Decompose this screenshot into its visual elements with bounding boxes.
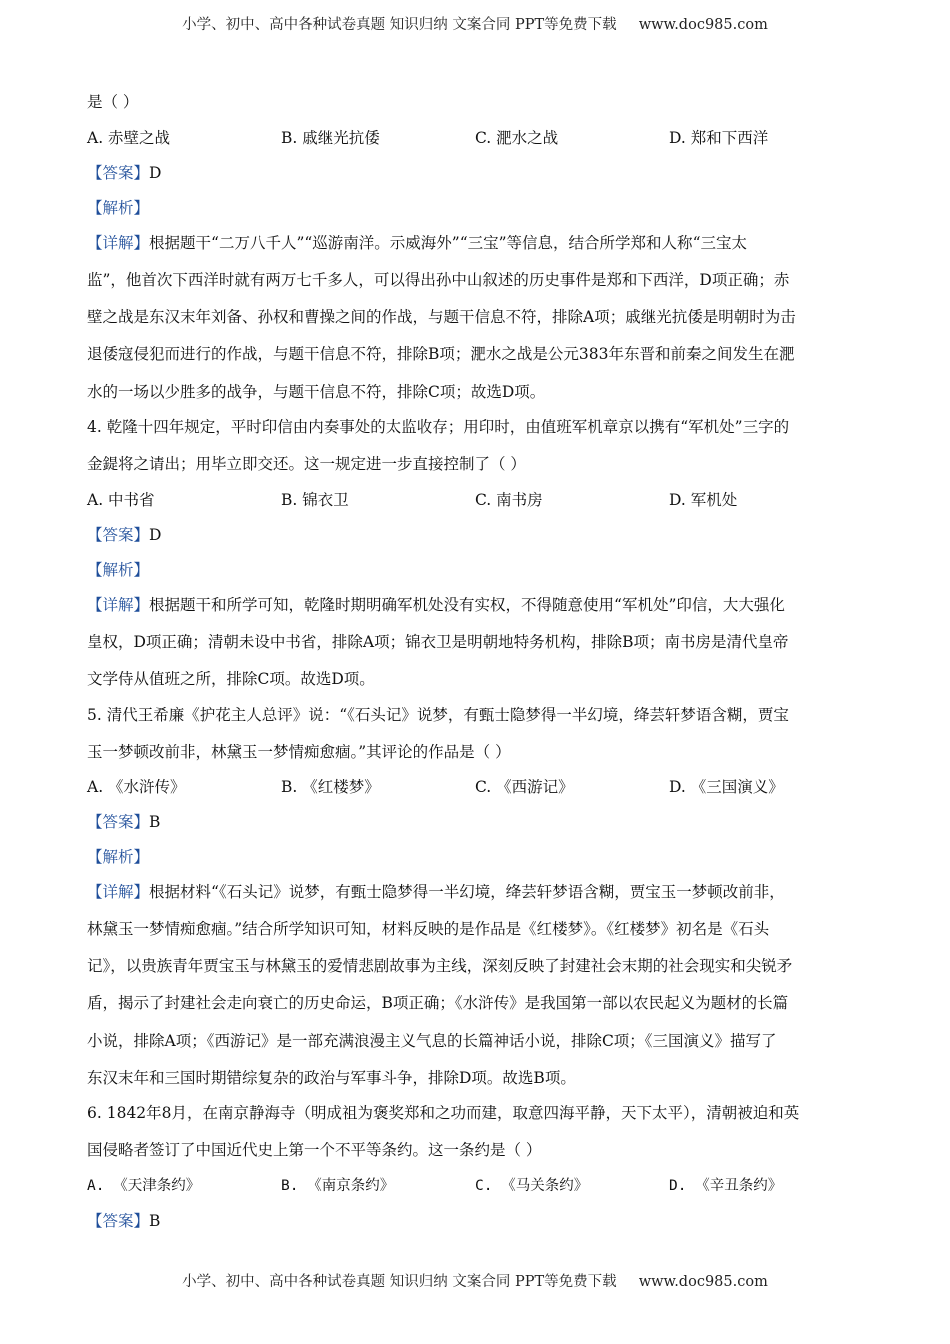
q6-option-a: A. 《天津条约》 [87, 1178, 201, 1194]
q5-detail-line: 记》，以贵族青年贾宝玉与林黛玉的爱情悲剧故事为主线，深刻反映了封建社会末期的社会现实和尖锐矛 [87, 957, 793, 975]
q6-stem-line: 6. 1842年8月，在南京静海寺（明成祖为褒奖郑和之功而建，取意四海平静，天下太平），清朝被迫和英 [87, 1104, 800, 1122]
q3-detail-line: 水的一场以少胜多的战争，与题干信息不符，排除C项；故选D项。 [87, 383, 546, 401]
q6-option-c: C. 《马关条约》 [475, 1178, 589, 1194]
q3-option-b: B. 戚继光抗倭 [281, 129, 380, 147]
q4-analysis-label: 【解析】 [87, 561, 150, 579]
detail-text: 根据题干“二万八千人”“巡游南洋。示威海外”“三宝”等信息，结合所学郑和人称“三宝太 [149, 234, 747, 252]
footer-text: 小学、初中、高中各种试卷真题 知识归纳 文案合同 PPT等免费下载 [182, 1274, 617, 1290]
answer-value: B [149, 813, 161, 831]
q5-option-d: D. 《三国演义》 [669, 778, 784, 796]
answer-value: D [149, 526, 162, 544]
page-footer [0, 1270, 950, 1291]
q5-detail-line: 东汉末年和三国时期错综复杂的政治与军事斗争，排除D项。故选B项。 [87, 1069, 576, 1087]
header-text: 小学、初中、高中各种试卷真题 知识归纳 文案合同 PPT等免费下载 [182, 17, 617, 33]
q3-detail-line: 退倭寇侵犯而进行的作战，与题干信息不符，排除B项；淝水之战是公元383年东晋和前秦之间发生在淝 [87, 345, 795, 363]
answer-value: B [149, 1212, 161, 1230]
q4-option-b: B. 锦衣卫 [281, 491, 349, 509]
q3-detail-line [87, 231, 747, 253]
header-site-link[interactable]: www.doc985.com [638, 17, 768, 33]
q5-stem-line: 玉一梦顿改前非，林黛玉一梦情痴愈痼。”其评论的作品是（ ） [87, 743, 511, 761]
answer-label: 【答案】 [87, 164, 150, 182]
q3-answer [87, 161, 161, 183]
q4-answer [87, 523, 161, 545]
detail-text: 根据材料“《石头记》说梦，有甄士隐梦得一半幻境，绛芸轩梦语含糊，贾宝玉一梦顿改前非， [149, 883, 785, 901]
q4-option-c: C. 南书房 [475, 491, 543, 509]
q3-stem-tail: 是（ ） [87, 93, 139, 111]
q4-stem-line: 金鍉将之请出；用毕立即交还。这一规定进一步直接控制了（ ） [87, 455, 526, 473]
q6-answer [87, 1209, 160, 1231]
q6-stem-line: 国侵略者签订了中国近代史上第一个不平等条约。这一条约是（ ） [87, 1141, 542, 1159]
detail-label: 【详解】 [87, 596, 150, 614]
q5-answer [87, 810, 160, 832]
answer-label: 【答案】 [87, 813, 150, 831]
q4-detail-line [87, 593, 785, 615]
q6-option-d: D. 《辛丑条约》 [669, 1178, 783, 1194]
q5-option-b: B. 《红楼梦》 [281, 778, 380, 796]
answer-label: 【答案】 [87, 1212, 150, 1230]
q5-detail-line: 盾，揭示了封建社会走向衰亡的历史命运，B项正确；《水浒传》是我国第一部以农民起义为题材的长篇 [87, 994, 789, 1012]
q5-stem-line: 5. 清代王希廉《护花主人总评》说：“《石头记》说梦，有甄士隐梦得一半幻境，绛芸轩梦语含糊，贾宝 [87, 706, 789, 724]
q5-detail-line [87, 880, 785, 902]
q3-option-a: A. 赤壁之战 [87, 129, 171, 147]
q3-option-d: D. 郑和下西洋 [669, 129, 769, 147]
detail-label: 【详解】 [87, 883, 150, 901]
page-header [0, 13, 950, 34]
q6-option-b: B. 《南京条约》 [281, 1178, 395, 1194]
answer-label: 【答案】 [87, 526, 150, 544]
q3-analysis-label: 【解析】 [87, 199, 150, 217]
footer-site-link[interactable]: www.doc985.com [638, 1274, 768, 1290]
q5-option-a: A. 《水浒传》 [87, 778, 186, 796]
q5-option-c: C. 《西游记》 [475, 778, 574, 796]
q4-detail-line: 皇权，D项正确；清朝未设中书省，排除A项；锦衣卫是明朝地特务机构，排除B项；南书房是清代皇帝 [87, 633, 789, 651]
q4-option-a: A. 中书省 [87, 491, 155, 509]
q5-detail-line: 小说，排除A项；《西游记》是一部充满浪漫主义气息的长篇神话小说，排除C项；《三国演义》描写了 [87, 1032, 777, 1050]
detail-text: 根据题干和所学可知，乾隆时期明确军机处没有实权，不得随意使用“军机处”印信，大大强化 [149, 596, 785, 614]
q4-detail-line: 文学侍从值班之所，排除C项。故选D项。 [87, 670, 375, 688]
q3-detail-line: 壁之战是东汉末年刘备、孙权和曹操之间的作战，与题干信息不符，排除A项；戚继光抗倭是明朝时为击 [87, 308, 796, 326]
answer-value: D [149, 164, 162, 182]
q5-detail-line: 林黛玉一梦情痴愈痼。”结合所学知识可知，材料反映的是作品是《红楼梦》。《红楼梦》初名是《石头 [87, 920, 770, 938]
q3-detail-line: 监”，他首次下西洋时就有两万七千多人，可以得出孙中山叙述的历史事件是郑和下西洋，D项正确；赤 [87, 271, 790, 289]
q4-stem-line: 4. 乾隆十四年规定，平时印信由内奏事处的太监收存；用印时，由值班军机章京以携有“军机处”三字的 [87, 418, 790, 436]
q5-analysis-label: 【解析】 [87, 848, 150, 866]
detail-label: 【详解】 [87, 234, 150, 252]
q4-option-d: D. 军机处 [669, 491, 738, 509]
q3-option-c: C. 淝水之战 [475, 129, 559, 147]
